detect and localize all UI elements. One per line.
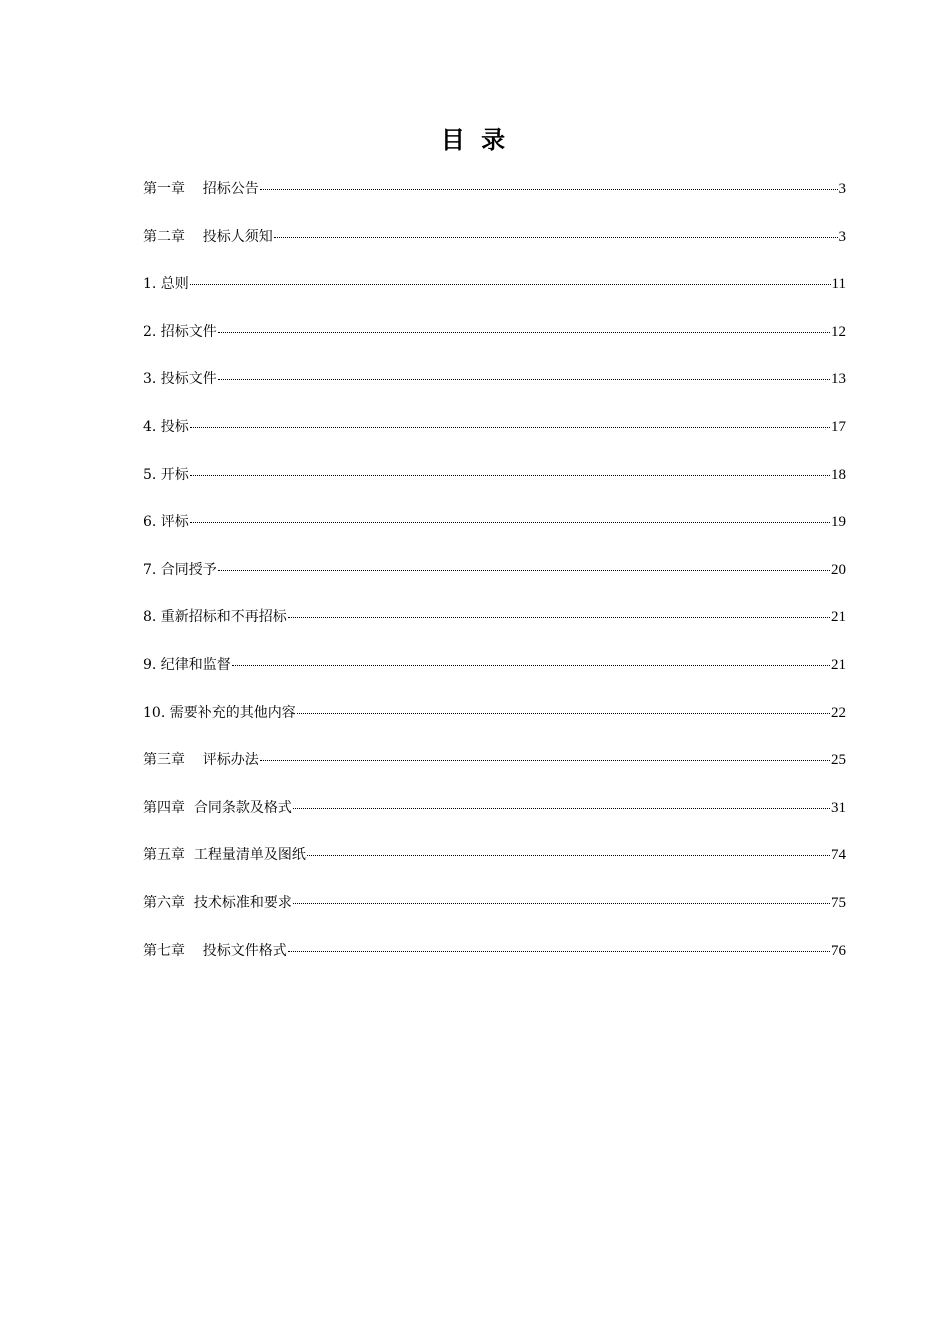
toc-entry-chapter-7[interactable] <box>143 934 846 982</box>
toc-entry-text: 2. 招标文件 <box>143 323 217 340</box>
toc-entry-chapter-1[interactable] <box>143 172 846 220</box>
toc-page-number: 74 <box>831 847 846 864</box>
toc-dot-leader <box>288 617 830 618</box>
toc-page-number: 76 <box>831 942 846 959</box>
toc-dot-leader <box>218 332 830 333</box>
toc-dot-leader <box>288 951 830 952</box>
toc-page-number: 21 <box>831 656 846 673</box>
toc-page-number: 19 <box>831 514 846 531</box>
toc-entry-chapter-2[interactable] <box>143 220 846 268</box>
toc-dot-leader <box>190 427 830 428</box>
toc-entry-text: 第六章 技术标准和要求 <box>143 894 292 911</box>
toc-dot-leader <box>190 522 830 523</box>
toc-page-number: 11 <box>831 276 846 293</box>
toc-dot-leader <box>274 237 838 238</box>
toc-entry-section-3[interactable] <box>143 362 846 410</box>
toc-entry-text: 3. 投标文件 <box>143 371 217 388</box>
toc-dot-leader <box>218 570 830 571</box>
toc-entry-text: 1. 总则 <box>143 276 189 293</box>
toc-entry-text: 第二章 投标人须知 <box>143 228 273 245</box>
table-of-contents <box>143 172 846 981</box>
toc-entry-text: 6. 评标 <box>143 514 189 531</box>
toc-entry-section-6[interactable] <box>143 505 846 553</box>
toc-page-number: 12 <box>831 323 846 340</box>
toc-page-number: 21 <box>831 609 846 626</box>
toc-dot-leader <box>190 284 831 285</box>
toc-entry-text: 第七章 投标文件格式 <box>143 942 287 959</box>
toc-dot-leader <box>293 903 830 904</box>
toc-dot-leader <box>260 189 838 190</box>
toc-dot-leader <box>307 855 830 856</box>
toc-page-number: 20 <box>831 561 846 578</box>
toc-entry-section-4[interactable] <box>143 410 846 458</box>
toc-page-number: 13 <box>831 371 846 388</box>
toc-entry-section-8[interactable] <box>143 600 846 648</box>
toc-dot-leader <box>190 475 830 476</box>
page-title: 目 录 <box>440 126 510 154</box>
toc-entry-section-2[interactable] <box>143 315 846 363</box>
toc-dot-leader <box>232 665 830 666</box>
toc-entry-text: 5. 开标 <box>143 466 189 483</box>
toc-entry-section-5[interactable] <box>143 458 846 506</box>
toc-page-number: 75 <box>831 894 846 911</box>
toc-page-number: 3 <box>838 181 846 197</box>
toc-entry-section-9[interactable] <box>143 648 846 696</box>
toc-entry-text: 7. 合同授予 <box>143 561 217 578</box>
toc-entry-chapter-3[interactable] <box>143 743 846 791</box>
toc-page-number: 31 <box>831 799 846 816</box>
toc-entry-chapter-6[interactable] <box>143 886 846 934</box>
toc-entry-text: 第五章 工程量清单及图纸 <box>143 847 306 864</box>
toc-entry-chapter-4[interactable] <box>143 791 846 839</box>
toc-dot-leader <box>297 713 830 714</box>
toc-entry-text: 第三章 评标办法 <box>143 752 259 769</box>
toc-entry-text: 第四章 合同条款及格式 <box>143 799 292 816</box>
toc-entry-text: 8. 重新招标和不再招标 <box>143 609 287 626</box>
toc-entry-chapter-5[interactable] <box>143 838 846 886</box>
toc-entry-text: 4. 投标 <box>143 418 189 435</box>
toc-entry-section-10[interactable] <box>143 696 846 744</box>
toc-page-number: 25 <box>831 752 846 769</box>
toc-dot-leader <box>218 379 830 380</box>
toc-dot-leader <box>260 760 830 761</box>
toc-entry-section-1[interactable] <box>143 267 846 315</box>
toc-page-number: 18 <box>831 466 846 483</box>
toc-entry-section-7[interactable] <box>143 553 846 601</box>
toc-entry-text: 第一章 招标公告 <box>143 181 259 197</box>
toc-page-number: 17 <box>831 418 846 435</box>
toc-entry-text: 10. 需要补充的其他内容 <box>143 704 296 721</box>
toc-page-number: 3 <box>838 228 846 245</box>
toc-page-number: 22 <box>831 704 846 721</box>
toc-dot-leader <box>293 808 830 809</box>
toc-entry-text: 9. 纪律和监督 <box>143 656 231 673</box>
